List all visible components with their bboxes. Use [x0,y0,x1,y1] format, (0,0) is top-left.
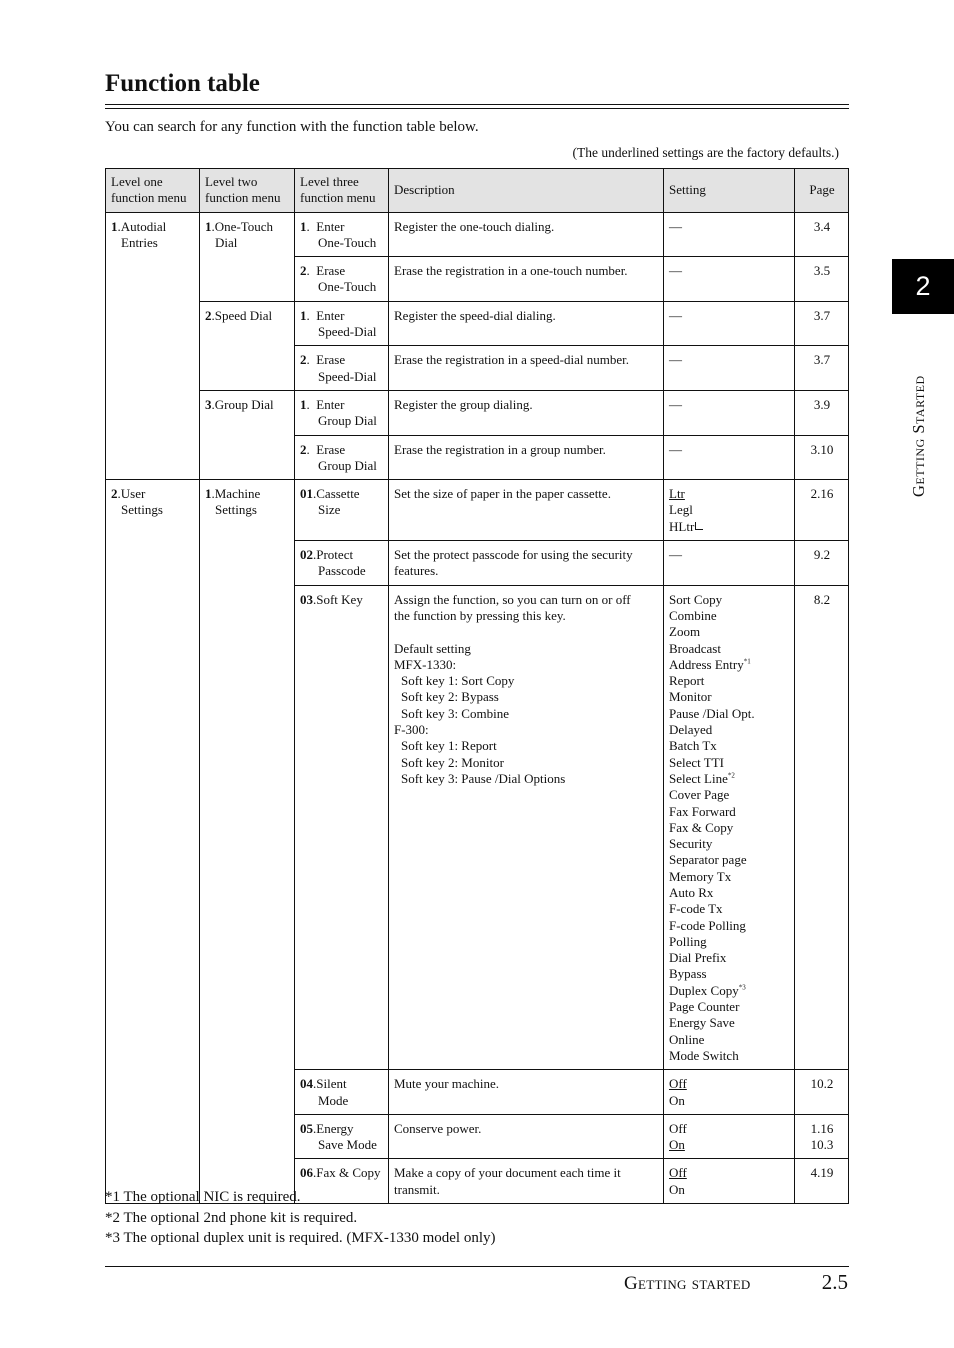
level-two-speed-dial: 2.Speed Dial [200,301,295,390]
setting-option: On [669,1092,685,1108]
setting-option: Off [669,1120,687,1136]
level-three-cell: 2. Erase One-Touch [295,257,389,302]
setting-cell: — [664,257,795,302]
page-cell: 10.2 [795,1070,849,1115]
page-cell: 3.4 [795,212,849,257]
description-cell: Conserve power. [389,1114,664,1159]
setting-option: Security [669,836,713,852]
footnote-ref: *2 [727,771,735,780]
description-cell: Set the size of paper in the paper cassette. [389,480,664,541]
footnote: *1 The optional NIC is required. [105,1189,301,1205]
setting-option: Page Counter [669,999,740,1015]
setting-cell: — [664,212,795,257]
setting-option: Monitor [669,689,712,705]
setting-option: Delayed [669,722,713,738]
header-level-one: Level one function menu [106,169,200,213]
footnote: *2 The optional 2nd phone kit is required. [105,1209,358,1226]
setting-cell [664,1070,795,1115]
description-cell: Register the group dialing. [389,390,664,435]
level-three-cell: 1. Enter One-Touch [295,212,389,257]
setting-option: Combine [669,607,717,623]
page-cell: 8.2 [795,585,849,1070]
level-three-cell: 2. Erase Group Dial [295,435,389,480]
chapter-tab: 2 [892,259,954,314]
setting-option: Cover Page [669,787,730,803]
setting-option: Zoom [669,624,701,640]
setting-option: Dial Prefix [669,950,727,966]
description-cell: Register the speed-dial dialing. [389,301,664,346]
description-cell: Erase the registration in a one-touch number. [389,257,664,302]
intro-text: You can search for any function with the function table below. [105,119,479,135]
setting-cell [664,1114,795,1159]
level-three-cell: 03.Soft Key [295,585,389,1070]
setting-option: F-code Polling [669,917,746,933]
header-level-three: Level three function menu [295,169,389,213]
setting-cell: — [664,541,795,586]
setting-cell [664,1159,795,1204]
setting-option: Fax Forward [669,803,736,819]
table-header-row [106,169,849,213]
setting-option: Report [669,673,705,689]
level-three-cell: 06.Fax & Copy [295,1159,389,1204]
setting-option: Separator page [669,852,747,868]
page-cell: 3.7 [795,301,849,346]
page-title: Function table [105,70,260,97]
page-cell: 4.19 [795,1159,849,1204]
setting-option: Memory Tx [669,868,732,884]
setting-cell: — [664,301,795,346]
page-cell: 2.16 [795,480,849,541]
function-table [105,168,849,1204]
page-cell: 3.5 [795,257,849,302]
setting-option: Mode Switch [669,1047,739,1063]
setting-cell [664,480,795,541]
title-rule [105,104,849,105]
footnotes [105,1187,496,1249]
table-row [106,301,849,346]
setting-cell [664,585,795,1070]
setting-option: Online [669,1031,705,1047]
level-three-cell: 1. Enter Group Dial [295,390,389,435]
landscape-paper-icon [695,522,703,530]
table-row [106,212,849,257]
level-three-cell: 1. Enter Speed-Dial [295,301,389,346]
description-cell: Make a copy of your document each time it transmit. [389,1159,664,1204]
setting-option: Polling [669,933,707,949]
level-one-user-settings: 2.User Settings [106,480,200,1204]
page-cell: 9.2 [795,541,849,586]
setting-option: Select Line$^{*2}$ [669,770,735,786]
description-cell: Erase the registration in a group number. [389,435,664,480]
defaults-note: (The underlined settings are the factory defaults.) [572,145,839,160]
setting-cell: — [664,435,795,480]
level-three-cell: 01.Cassette Size [295,480,389,541]
page-cell: 1.16 10.3 [795,1114,849,1159]
setting-cell: — [664,346,795,391]
setting-option: Bypass [669,966,707,982]
level-three-cell: 02.Protect Passcode [295,541,389,586]
description-cell: Assign the function, so you can turn on or off the function by pressing this key. Default setting MFX-1330: Soft key 1: Sort Copy Soft key 2: Bypass Soft key 3: Combine F-300: Soft key 1: Report Soft key 2: Monitor Soft key 3: Pause /Dial Options [389,585,664,1070]
setting-option: On [669,1181,685,1197]
setting-default: Off [669,1165,687,1181]
setting-option: Broadcast [669,640,721,656]
header-description: Description [389,169,664,213]
page-cell: 3.9 [795,390,849,435]
level-two-one-touch: 1.One-Touch Dial [200,212,295,301]
setting-option: Select TTI [669,754,724,770]
setting-option: Batch Tx [669,738,717,754]
header-level-two: Level two function menu [200,169,295,213]
title-rule-thin [105,108,849,109]
side-chapter-label: Getting Started [909,375,928,497]
level-three-cell: 2. Erase Speed-Dial [295,346,389,391]
table-row [106,480,849,541]
footnote: *3 The optional duplex unit is required. (MFX-1330 model only) [105,1230,496,1246]
level-two-group-dial: 3.Group Dial [200,390,295,479]
header-setting: Setting [664,169,795,213]
setting-option: Address Entry$^{*1}$ [669,656,751,672]
description-cell: Erase the registration in a speed-dial number. [389,346,664,391]
setting-option: Energy Save [669,1015,735,1031]
page-cell: 3.7 [795,346,849,391]
description-cell: Register the one-touch dialing. [389,212,664,257]
setting-option: Pause /Dial Opt. [669,705,755,721]
setting-default: Off [669,1076,687,1092]
setting-default: On [669,1137,685,1153]
setting-default: Ltr [669,486,685,502]
level-three-cell: 04.Silent Mode [295,1070,389,1115]
footer-section-title: Getting started [624,1273,751,1294]
setting-option: HLtr [669,519,790,535]
level-two-machine-settings: 1.Machine Settings [200,480,295,1204]
page-cell: 3.10 [795,435,849,480]
setting-option: Legl [669,502,693,518]
header-page: Page [795,169,849,213]
setting-option: Auto Rx [669,884,714,900]
footer-rule [105,1266,849,1267]
description-cell: Mute your machine. [389,1070,664,1115]
footnote-ref: *1 [743,657,751,666]
table-row [106,390,849,435]
setting-option: Sort Copy [669,591,723,607]
footnote-ref: *3 [738,983,746,992]
setting-option: Fax & Copy [669,819,734,835]
setting-option: F-code Tx [669,901,723,917]
footer-page-number: 2.5 [821,1270,848,1294]
level-one-autodial: 1.Autodial Entries [106,212,200,480]
setting-cell: — [664,390,795,435]
description-cell: Set the protect passcode for using the security features. [389,541,664,586]
level-three-cell: 05.Energy Save Mode [295,1114,389,1159]
setting-option: Duplex Copy$^{*3}$ [669,982,746,998]
